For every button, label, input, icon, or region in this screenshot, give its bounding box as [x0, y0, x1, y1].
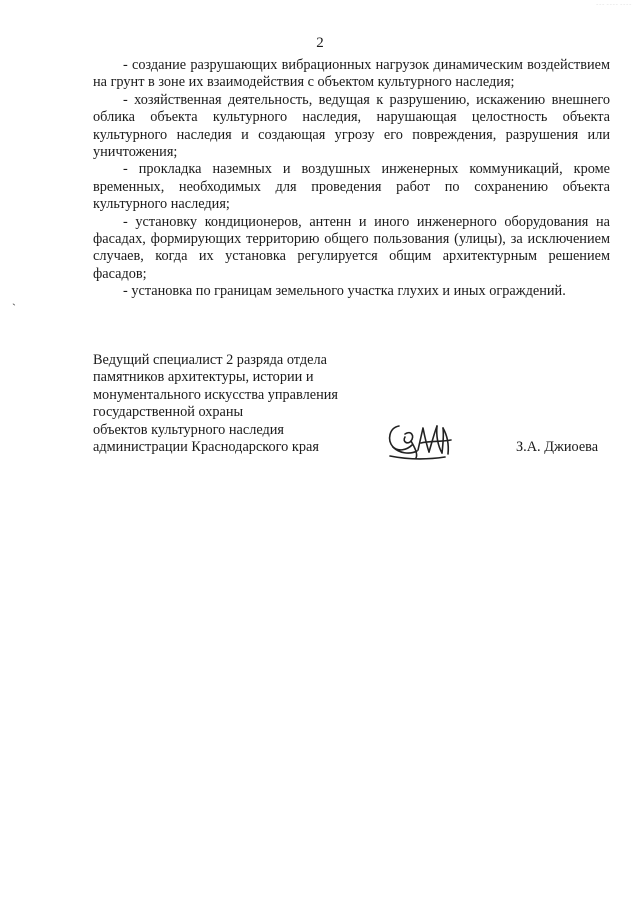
signer-title-line: государственной охраны [93, 404, 244, 421]
signer-title-line: Ведущий специалист 2 разряда отдела [93, 352, 327, 368]
paragraph: - прокладка наземных и воздушных инженерных коммуникаций, кроме временных, необходимых для проведения работ по сохранению объекта культурного наследия; [93, 161, 610, 213]
signer-title-line: памятников архитектуры, истории и [93, 369, 314, 386]
corner-mark: ~~~ ~~~~ ~~~~ [595, 2, 632, 6]
paragraph: - создание разрушающих вибрационных нагрузок динамическим воздействием на грунт в зоне их взаимодействия с объектом культурного наследия; [93, 57, 610, 91]
paragraph: - установку кондиционеров, антенн и иного инженерного оборудования на фасадах, формирующих территорию общего пользования (улицы), за исключением случаев, когда их установка регулируется общим архитектурным решением фасадов; [93, 213, 610, 282]
paragraph: - установка по границам земельного участка глухих и иных ограждений. [123, 283, 566, 300]
signer-name: З.А. Джиоева [516, 439, 599, 455]
stray-mark: ˎ [12, 292, 16, 306]
paragraph: - хозяйственная деятельность, ведущая к разрушению, искажению внешнего облика объекта культурного наследия, нарушающая целостность объекта культурного наследия и создающая угрозу его повреждения, разрушения или уничтожения; [93, 91, 610, 161]
signer-title-line: администрации Краснодарского края [93, 439, 319, 456]
signer-title-line: монументального искусства управления [93, 386, 338, 403]
page-number: 2 [316, 35, 324, 51]
handwritten-signature [385, 420, 460, 462]
signature-block [93, 352, 363, 456]
body-text [93, 57, 610, 301]
signer-title-line: объектов культурного наследия [93, 421, 284, 438]
